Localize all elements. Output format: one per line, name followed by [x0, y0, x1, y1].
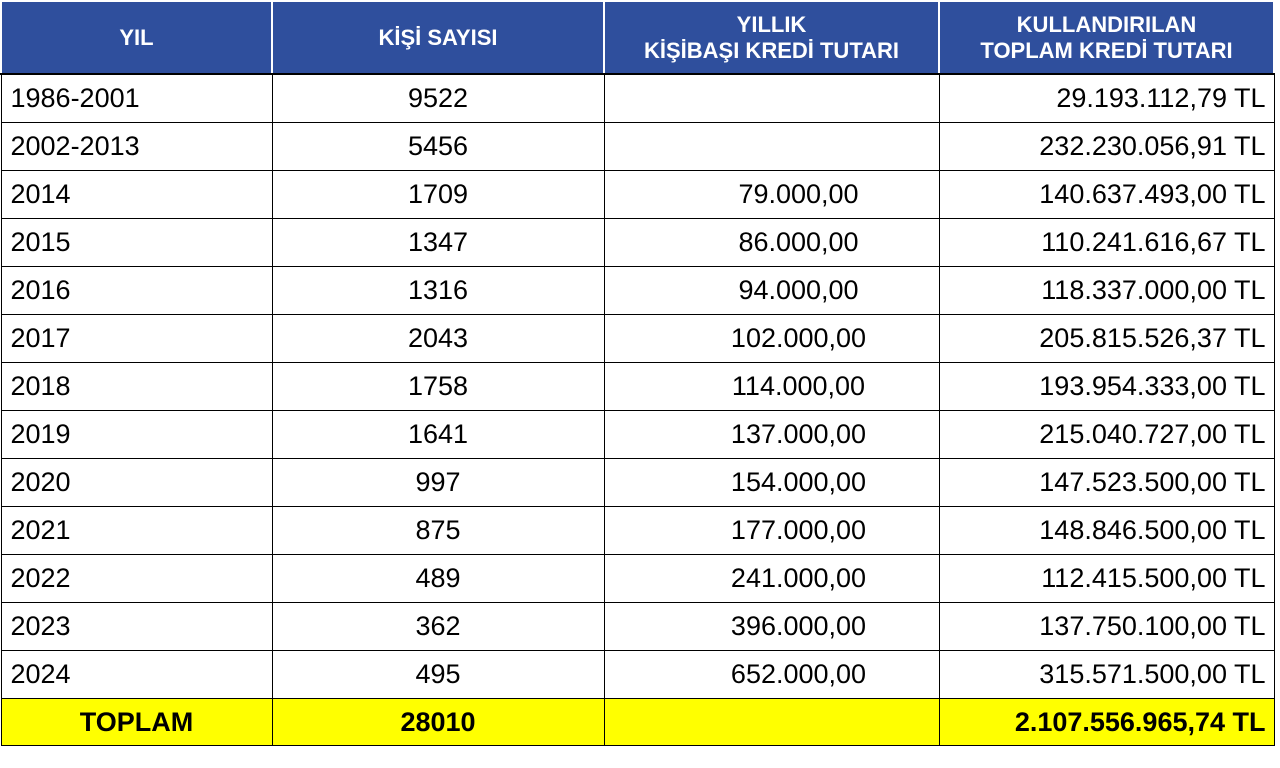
table-footer: [1, 699, 1274, 746]
table-row: [1, 74, 1274, 123]
header-count-label: KİŞİ SAYISI: [378, 24, 498, 50]
cell-count: 495: [272, 651, 604, 699]
cell-year: 2021: [1, 507, 272, 555]
cell-count: 5456: [272, 123, 604, 171]
cell-per-capita: 396.000,00: [604, 603, 939, 651]
total-count: 28010: [272, 699, 604, 746]
cell-count: 1641: [272, 411, 604, 459]
cell-total: 110.241.616,67 TL: [939, 219, 1274, 267]
table-row: [1, 363, 1274, 411]
cell-count: 1709: [272, 171, 604, 219]
cell-per-capita: 154.000,00: [604, 459, 939, 507]
header-year-label: YIL: [119, 24, 154, 50]
cell-count: 875: [272, 507, 604, 555]
table-row: [1, 267, 1274, 315]
table-row: [1, 651, 1274, 699]
cell-total: 193.954.333,00 TL: [939, 363, 1274, 411]
total-row: [1, 699, 1274, 746]
cell-per-capita: 114.000,00: [604, 363, 939, 411]
cell-year: 2023: [1, 603, 272, 651]
header-count: [272, 1, 604, 74]
cell-year: 2018: [1, 363, 272, 411]
cell-per-capita: 652.000,00: [604, 651, 939, 699]
table-row: [1, 315, 1274, 363]
cell-total: 137.750.100,00 TL: [939, 603, 1274, 651]
cell-total: 215.040.727,00 TL: [939, 411, 1274, 459]
table-row: [1, 459, 1274, 507]
header-total: [939, 1, 1274, 74]
cell-year: 2022: [1, 555, 272, 603]
table-row: [1, 507, 1274, 555]
table-row: [1, 171, 1274, 219]
total-per-capita: [604, 699, 939, 746]
cell-total: 112.415.500,00 TL: [939, 555, 1274, 603]
cell-per-capita: 86.000,00: [604, 219, 939, 267]
cell-count: 2043: [272, 315, 604, 363]
cell-per-capita: 102.000,00: [604, 315, 939, 363]
table-row: [1, 555, 1274, 603]
cell-total: 315.571.500,00 TL: [939, 651, 1274, 699]
cell-year: 2016: [1, 267, 272, 315]
table-body: [1, 74, 1274, 699]
cell-per-capita: 79.000,00: [604, 171, 939, 219]
table-row: [1, 603, 1274, 651]
cell-count: 1347: [272, 219, 604, 267]
cell-year: 2014: [1, 171, 272, 219]
cell-per-capita: 94.000,00: [604, 267, 939, 315]
cell-count: 9522: [272, 74, 604, 123]
cell-per-capita: [604, 123, 939, 171]
table-row: [1, 411, 1274, 459]
cell-count: 489: [272, 555, 604, 603]
cell-total: 29.193.112,79 TL: [939, 74, 1274, 123]
cell-year: 2017: [1, 315, 272, 363]
header-total-line2: TOPLAM KREDİ TUTARI: [980, 37, 1233, 63]
cell-year: 2002-2013: [1, 123, 272, 171]
total-label: TOPLAM: [1, 699, 272, 746]
cell-total: 147.523.500,00 TL: [939, 459, 1274, 507]
total-amount: 2.107.556.965,74 TL: [939, 699, 1274, 746]
header-per-capita-line1: YILLIK: [736, 11, 807, 37]
cell-year: 2019: [1, 411, 272, 459]
cell-per-capita: 137.000,00: [604, 411, 939, 459]
header-per-capita-line2: KİŞİBAŞI KREDİ TUTARI: [643, 37, 900, 63]
cell-total: 205.815.526,37 TL: [939, 315, 1274, 363]
bottom-strip: [0, 759, 1280, 768]
cell-year: 2015: [1, 219, 272, 267]
cell-total: 232.230.056,91 TL: [939, 123, 1274, 171]
cell-total: 118.337.000,00 TL: [939, 267, 1274, 315]
header-total-line1: KULLANDIRILAN: [1016, 11, 1197, 37]
table-header: [1, 1, 1274, 74]
cell-year: 1986-2001: [1, 74, 272, 123]
cell-count: 997: [272, 459, 604, 507]
header-row: [1, 1, 1274, 74]
cell-total: 148.846.500,00 TL: [939, 507, 1274, 555]
cell-per-capita: 177.000,00: [604, 507, 939, 555]
cell-count: 1758: [272, 363, 604, 411]
cell-year: 2020: [1, 459, 272, 507]
cell-total: 140.637.493,00 TL: [939, 171, 1274, 219]
cell-per-capita: 241.000,00: [604, 555, 939, 603]
cell-count: 362: [272, 603, 604, 651]
header-per-capita: [604, 1, 939, 74]
cell-per-capita: [604, 74, 939, 123]
table-row: [1, 123, 1274, 171]
cell-count: 1316: [272, 267, 604, 315]
header-year: [1, 1, 272, 74]
cell-year: 2024: [1, 651, 272, 699]
table-row: [1, 219, 1274, 267]
